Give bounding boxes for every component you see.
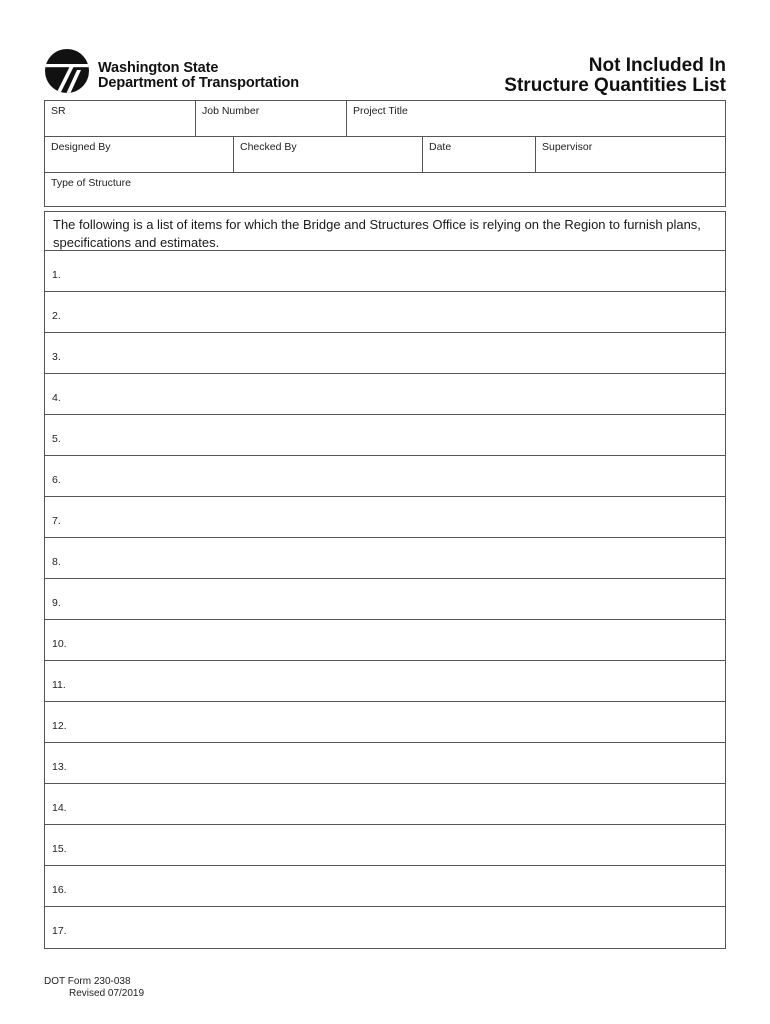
date-field[interactable] — [423, 137, 536, 172]
job-number-field[interactable] — [196, 101, 347, 136]
checked-by-label: Checked By — [240, 141, 297, 153]
list-item[interactable] — [45, 415, 725, 456]
list-item[interactable] — [45, 825, 725, 866]
agency-name — [98, 61, 299, 91]
list-item-number: 16. — [52, 884, 67, 896]
list-item[interactable] — [45, 661, 725, 702]
form-number: DOT Form 230-038 — [44, 976, 131, 987]
agency-line-2: Department of Transportation — [98, 75, 300, 91]
list-item[interactable] — [45, 251, 725, 292]
date-label: Date — [429, 141, 452, 153]
list-item-number: 7. — [52, 515, 61, 527]
list-item-number: 15. — [52, 843, 67, 855]
designed-by-field[interactable] — [45, 137, 234, 172]
list-item-number: 9. — [52, 597, 61, 609]
list-item[interactable] — [45, 784, 725, 825]
agency-line-1: Washington State — [98, 60, 219, 76]
info-row-1 — [45, 101, 725, 137]
list-item[interactable] — [45, 456, 725, 497]
supervisor-label: Supervisor — [542, 141, 593, 153]
form-header — [44, 46, 726, 98]
list-item-number: 5. — [52, 433, 61, 445]
list-item-number: 6. — [52, 474, 61, 486]
revision-date: Revised 07/2019 — [69, 988, 145, 999]
job-number-label: Job Number — [202, 105, 260, 117]
list-item[interactable] — [45, 743, 725, 784]
info-row-3 — [45, 173, 725, 206]
list-item-number: 4. — [52, 392, 61, 404]
list-item-number: 2. — [52, 310, 61, 322]
list-item-number: 12. — [52, 720, 67, 732]
list-item[interactable] — [45, 702, 725, 743]
project-info-table — [44, 100, 726, 207]
list-item-number: 11. — [52, 679, 66, 691]
list-item[interactable] — [45, 907, 725, 948]
items-list — [44, 211, 726, 949]
list-item[interactable] — [45, 292, 725, 333]
checked-by-field[interactable] — [234, 137, 423, 172]
list-item[interactable] — [45, 538, 725, 579]
list-item-number: 14. — [52, 802, 67, 814]
list-item[interactable] — [45, 620, 725, 661]
project-title-label: Project Title — [353, 105, 408, 117]
list-item-number: 13. — [52, 761, 67, 773]
form-footer — [44, 976, 144, 1000]
sr-field[interactable] — [45, 101, 196, 136]
list-item-number: 10. — [52, 638, 67, 650]
list-item-number: 8. — [52, 556, 61, 568]
list-item[interactable] — [45, 374, 725, 415]
list-item-number: 1. — [52, 269, 61, 281]
type-of-structure-field[interactable] — [45, 173, 725, 206]
info-row-2 — [45, 137, 725, 173]
list-item[interactable] — [45, 333, 725, 374]
list-item-number: 17. — [52, 925, 67, 937]
list-intro: The following is a list of items for which the Bridge and Structures Office is relying on the Region to furnish plans, specifications and estimates. — [45, 212, 725, 251]
form-title — [504, 56, 726, 96]
type-of-structure-label: Type of Structure — [51, 177, 131, 189]
list-item[interactable] — [45, 579, 725, 620]
list-items — [45, 251, 725, 948]
wsdot-logo-icon — [44, 48, 90, 94]
form-title-line-1: Not Included In — [588, 55, 726, 76]
list-item[interactable] — [45, 866, 725, 907]
list-item-number: 3. — [52, 351, 61, 363]
project-title-field[interactable] — [347, 101, 725, 136]
supervisor-field[interactable] — [536, 137, 725, 172]
designed-by-label: Designed By — [51, 141, 111, 153]
list-item[interactable] — [45, 497, 725, 538]
sr-label: SR — [51, 105, 66, 117]
form-title-line-2: Structure Quantities List — [504, 75, 726, 96]
